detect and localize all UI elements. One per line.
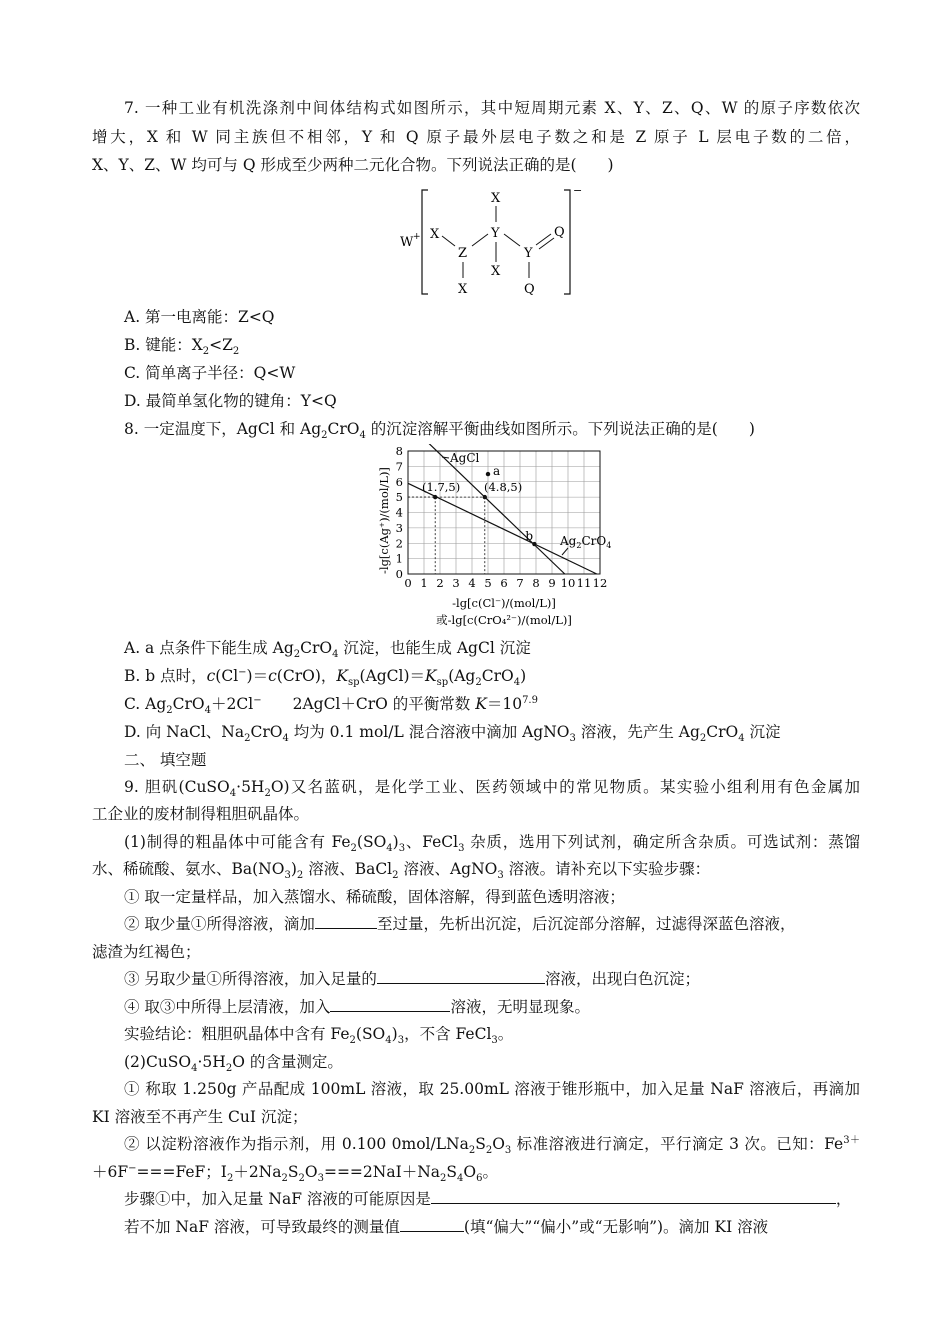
y-axis-label: -lg[c(Ag⁺)/(mol/L)]	[377, 467, 391, 574]
x-tick-0: 0	[404, 576, 412, 590]
atom-z: Z	[458, 246, 468, 261]
x-axis-label-2: 或-lg[c(CrO₄²⁻)/(mol/L)]	[436, 613, 572, 627]
x-tick-3: 3	[452, 576, 460, 590]
x-tick-9: 9	[548, 576, 556, 590]
q7-line-1: 7. 一种工业有机洗涤剂中间体结构式如图所示，其中短周期元素 X、Y、Z、Q、W 的原子序数依次	[124, 99, 860, 117]
x-tick-8: 8	[532, 576, 540, 590]
q9-part-2-equations: ＋6F−===FeF；$I_2+2Na_2S_2O_3===2NaI+Na_2S_4O_6$。	[92, 1162, 498, 1185]
q8-option-a: A. a 点条件下能生成 $Ag_2CrO_4$ 沉淀，也能生成 AgCl 沉淀	[124, 639, 531, 661]
y-tick-6: 6	[395, 474, 403, 489]
x-tick-5: 5	[484, 576, 492, 590]
series-line-0	[408, 444, 565, 574]
y-tick-7: 7	[395, 459, 403, 474]
label-agcl-leader	[442, 457, 449, 458]
x-tick-2: 2	[436, 576, 444, 590]
x-tick-6: 6	[500, 576, 508, 590]
y-tick-2: 2	[395, 536, 403, 551]
annotation-1-7-5: (1.7,5)	[422, 480, 461, 494]
anion-charge: −	[573, 186, 583, 197]
atom-q-right: Q	[554, 225, 565, 240]
q9-conclusion: 实验结论：粗胆矾晶体中含有 $Fe_2(SO_4)_3$，不含 FeCl$_3$。	[124, 1025, 514, 1047]
answer-blank-5[interactable]	[400, 1216, 464, 1232]
chart-series	[408, 444, 597, 574]
atom-x-top: X	[491, 191, 501, 206]
q8-option-b: B. b 点时，c(Cl−)＝c(CrO)，$K_{sp}(AgCl)=K_{sp}(Ag_2CrO_4)$	[124, 666, 527, 689]
y-tick-1: 1	[395, 551, 403, 566]
chart-grid	[408, 451, 600, 574]
y-tick-0: 0	[395, 567, 403, 581]
x-tick-12: 12	[592, 576, 608, 590]
point-label-a: a	[493, 464, 501, 479]
answer-blank-3[interactable]	[330, 996, 450, 1012]
atom-y1: Y	[491, 226, 500, 241]
atom-x-left: X	[430, 227, 440, 242]
q9-step-4: ④ 取③中所得上层清液，加入 溶液，无明显现象。	[124, 998, 590, 1016]
y-tick-4: 4	[395, 505, 403, 520]
label-agcl: AgCl	[450, 451, 480, 465]
atom-y2: Y	[524, 246, 533, 261]
q9-line-1: 9. 胆矾$(CuSO_4\cdot 5H_2O)$又名蓝矾，是化学工业、医药领域中的常见物质。某实验小组利用有色金属加	[124, 778, 860, 800]
q9-question-effect: 若不加 NaF 溶液，可导致最终的测量值 (填“偏大”“偏小”或“无影响”)。滴加 KI 溶液	[124, 1218, 769, 1236]
y-tick-8: 8	[395, 444, 403, 458]
q9-part-2-step-2: ② 以淀粉溶液作为指示剂，用 0.100 $0mol/LNa_2S_2O_3$ 标准溶液进行滴定，平行滴定 3 次。已知：$Fe^{3+}$	[124, 1134, 860, 1157]
answer-blank-4[interactable]	[431, 1188, 836, 1204]
x-tick-11: 11	[576, 576, 592, 590]
q7-option-c: C. 简单离子半径：Q<W	[124, 364, 296, 382]
q9-line-2: 工企业的废材制得粗胆矾晶体。	[92, 805, 310, 823]
q9-step-1: ① 取一定量样品，加入蒸馏水、稀硫酸，固体溶解，得到蓝色透明溶液；	[124, 888, 625, 906]
right-bracket	[564, 190, 570, 294]
y-tick-5: 5	[395, 490, 403, 505]
atom-q-bottom: Q	[524, 282, 535, 297]
answer-blank-1[interactable]	[315, 913, 377, 929]
structure-diagram	[396, 186, 592, 298]
q9-part-2: $(2)CuSO_4\cdot 5H_2O$ 的含量测定。	[124, 1053, 343, 1075]
q9-part-2-step-1-cont: KI 溶液至不再产生 CuI 沉淀；	[92, 1108, 308, 1126]
x-tick-10: 10	[560, 576, 576, 590]
x-axis-label: -lg[c(Cl⁻)/(mol/L)]	[452, 596, 556, 610]
x-tick-7: 7	[516, 576, 524, 590]
q8-stem: 8. 一定温度下，AgCl 和 $Ag_2CrO_4$ 的沉淀溶解平衡曲线如图所示。下列说法正确的是( )	[124, 420, 755, 442]
x-tick-4: 4	[468, 576, 476, 590]
q9-step-3: ③ 另取少量①所得溶液，加入足量的 溶液，出现白色沉淀；	[124, 970, 700, 988]
atom-x-bottom: X	[458, 282, 468, 297]
x-tick-labels	[404, 576, 607, 590]
q9-question-naf: 步骤①中，加入足量 NaF 溶液的可能原因是 ，	[124, 1190, 852, 1208]
double-bond-a	[536, 234, 551, 245]
point-label-b: b	[525, 529, 534, 544]
bond-x-left-z	[442, 236, 455, 246]
left-bracket	[422, 190, 428, 294]
atom-x-mid: X	[491, 264, 501, 279]
x-tick-1: 1	[420, 576, 428, 590]
q9-line-4: 水、稀硫酸、氨水、$Ba(NO_3)_2$ 溶液、BaCl$_2$ 溶液、AgNO$_3$ 溶液。请补充以下实验步骤：	[92, 860, 711, 882]
q7-line-2: 增大，X 和 W 同主族但不相邻，Y 和 Q 原子最外层电子数之和是 Z 原子 L 层电子数的二倍，	[92, 128, 860, 146]
label-ag2cro4-leader	[562, 548, 568, 555]
q7-option-a: A. 第一电离能：Z<Q	[124, 308, 275, 326]
q9-step-2-cont: 滤渣为红褐色；	[92, 943, 201, 961]
section-heading: 二、 填空题	[124, 751, 207, 769]
double-bond-b	[539, 238, 554, 249]
y-tick-3: 3	[395, 520, 403, 535]
q9-step-2: ② 取少量①所得溶液，滴加 至过量，先析出沉淀，后沉淀部分溶解，过滤得深蓝色溶液，	[124, 915, 796, 933]
bond-y1-y2	[504, 234, 520, 246]
answer-blank-2[interactable]	[377, 968, 545, 984]
y-tick-labels	[396, 444, 403, 581]
cation-charge: +	[413, 232, 421, 242]
q9-part-2-step-1: ① 称取 1.250g 产品配成 100mL 溶液，取 25.00mL 溶液于锥形瓶中，加入足量 NaF 溶液后，再滴加	[124, 1080, 860, 1098]
solubility-chart	[372, 444, 622, 632]
q7-option-b: B. 键能：$X_2<Z_2$	[124, 336, 240, 358]
q8-option-c: C. $Ag_2CrO_4+2Cl^-$ 2AgCl＋CrO 的平衡常数 $K=10^{7.9}$	[124, 694, 538, 717]
label-ag2cro4: $Ag_2CrO_4$	[560, 534, 612, 550]
q7-option-d: D. 最简单氢化物的键角：Y<Q	[124, 392, 337, 410]
point-a	[486, 472, 490, 476]
q8-option-d: D. 向 NaCl、$Na_2CrO_4$ 均为 0.1 mol/L 混合溶液中滴加 AgNO$_3$ 溶液，先产生 $Ag_2CrO_4$ 沉淀	[124, 723, 781, 745]
bond-z-y1	[472, 234, 488, 246]
q7-line-3: X、Y、Z、W 均可与 Q 形成至少两种二元化合物。下列说法正确的是( )	[92, 156, 614, 174]
annotation-4-8-5: (4.8,5)	[484, 480, 523, 494]
cation-w: W	[400, 235, 414, 250]
guide-lines	[408, 495, 487, 574]
q9-line-3: (1)制得的粗晶体中可能含有 $Fe_2(SO_4)_3$、FeCl$_3$ 杂质，选用下列试剂，确定所含杂质。可选试剂：蒸馏	[124, 833, 860, 855]
